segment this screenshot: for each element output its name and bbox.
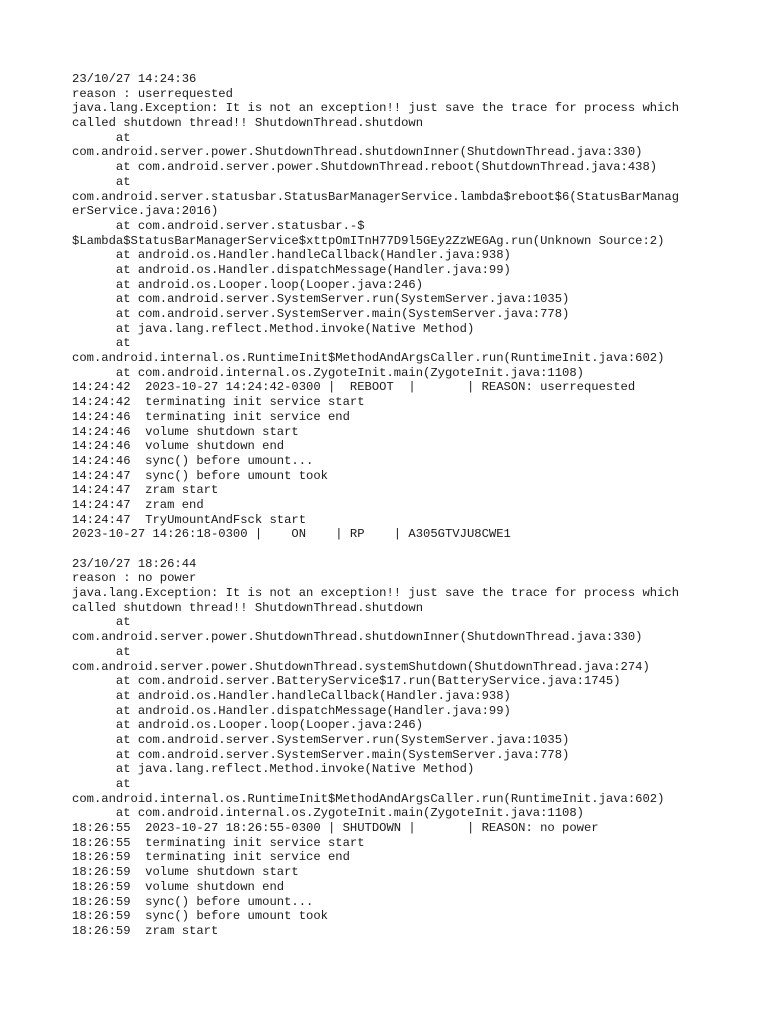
log-line: com.android.internal.os.RuntimeInit$MethodAndArgsCaller.run(RuntimeInit.java:602)	[72, 791, 665, 806]
log-line: at com.android.internal.os.ZygoteInit.main(ZygoteInit.java:1108)	[72, 806, 584, 821]
log-line: erService.java:2016)	[72, 204, 219, 219]
log-line: 14:24:46 sync() before umount...	[72, 453, 314, 468]
log-line: at java.lang.reflect.Method.invoke(Native Method)	[72, 762, 475, 777]
log-line: com.android.server.statusbar.StatusBarManagerService.lambda$reboot$6(StatusBarManag	[72, 189, 680, 204]
log-line: 14:24:47 zram start	[72, 483, 219, 498]
log-line: 14:24:47 TryUmountAndFsck start	[72, 512, 307, 527]
log-line: java.lang.Exception: It is not an exception!! just save the trace for process which	[72, 586, 680, 601]
log-line: at com.android.server.SystemServer.main(SystemServer.java:778)	[72, 747, 570, 762]
log-line: at	[72, 130, 131, 145]
log-line: com.android.server.power.ShutdownThread.shutdownInner(ShutdownThread.java:330)	[72, 145, 643, 160]
log-line: at android.os.Handler.handleCallback(Handler.java:938)	[72, 248, 511, 263]
log-line: at android.os.Handler.handleCallback(Handler.java:938)	[72, 688, 511, 703]
log-line: 14:24:47 sync() before umount took	[72, 468, 328, 483]
log-line: 18:26:59 volume shutdown start	[72, 865, 299, 880]
log-line: com.android.server.power.ShutdownThread.shutdownInner(ShutdownThread.java:330)	[72, 630, 643, 645]
log-line: 14:24:42 terminating init service start	[72, 395, 365, 410]
log-line: at com.android.server.SystemServer.run(SystemServer.java:1035)	[72, 732, 570, 747]
log-line: 14:24:46 volume shutdown start	[72, 424, 299, 439]
log-line: at com.android.server.statusbar.-$	[72, 218, 365, 233]
log-line: called shutdown thread!! ShutdownThread.shutdown	[72, 600, 424, 615]
log-line: 18:26:59 terminating init service end	[72, 850, 350, 865]
log-line: at com.android.internal.os.ZygoteInit.main(ZygoteInit.java:1108)	[72, 365, 584, 380]
log-line: at	[72, 174, 131, 189]
log-line: at	[72, 336, 131, 351]
log-line: $Lambda$StatusBarManagerService$xttpOmITnH77D9l5GEy2ZzWEGAg.run(Unknown Source:2)	[72, 233, 665, 248]
log-line: called shutdown thread!! ShutdownThread.shutdown	[72, 116, 424, 131]
log-line	[72, 542, 712, 557]
log-line: 14:24:46 volume shutdown end	[72, 439, 285, 454]
log-line: at java.lang.reflect.Method.invoke(Native Method)	[72, 321, 475, 336]
log-line: 14:24:47 zram end	[72, 497, 204, 512]
log-line: 14:24:42 2023-10-27 14:24:42-0300 | REBOOT | | REASON: userrequested	[72, 380, 636, 395]
log-line: at android.os.Looper.loop(Looper.java:246)	[72, 277, 424, 292]
log-line: at com.android.server.BatteryService$17.run(BatteryService.java:1745)	[72, 674, 621, 689]
log-line: 18:26:59 zram start	[72, 923, 219, 938]
log-line: 18:26:59 volume shutdown end	[72, 879, 285, 894]
log-line: 23/10/27 14:24:36	[72, 72, 197, 86]
log-line: at android.os.Looper.loop(Looper.java:246)	[72, 718, 424, 733]
log-line: 2023-10-27 14:26:18-0300 | ON | RP | A305GTVJU8CWE1	[72, 527, 511, 542]
log-line: com.android.server.power.ShutdownThread.systemShutdown(ShutdownThread.java:274)	[72, 659, 650, 674]
log-line: at com.android.server.power.ShutdownThread.reboot(ShutdownThread.java:438)	[72, 160, 658, 175]
log-line: reason : no power	[72, 571, 197, 586]
log-line: at com.android.server.SystemServer.run(SystemServer.java:1035)	[72, 292, 570, 307]
log-line: at	[72, 777, 131, 791]
log-line: at	[72, 615, 131, 630]
log-line: 14:24:46 terminating init service end	[72, 409, 350, 424]
log-line: at com.android.server.SystemServer.main(SystemServer.java:778)	[72, 307, 570, 321]
log-line: reason : userrequested	[72, 86, 233, 101]
log-line: at	[72, 644, 131, 659]
log-line: java.lang.Exception: It is not an exception!! just save the trace for process which	[72, 101, 680, 116]
log-line: 18:26:55 terminating init service start	[72, 835, 365, 850]
log-line: 18:26:59 sync() before umount...	[72, 894, 314, 909]
log-text-block	[72, 72, 712, 939]
log-line: 18:26:59 sync() before umount took	[72, 909, 328, 924]
log-line: com.android.internal.os.RuntimeInit$MethodAndArgsCaller.run(RuntimeInit.java:602)	[72, 351, 665, 366]
log-line: at android.os.Handler.dispatchMessage(Handler.java:99)	[72, 262, 511, 277]
log-line: 23/10/27 18:26:44	[72, 556, 197, 571]
log-line: 18:26:55 2023-10-27 18:26:55-0300 | SHUTDOWN | | REASON: no power	[72, 821, 599, 836]
log-line: at android.os.Handler.dispatchMessage(Handler.java:99)	[72, 703, 511, 718]
